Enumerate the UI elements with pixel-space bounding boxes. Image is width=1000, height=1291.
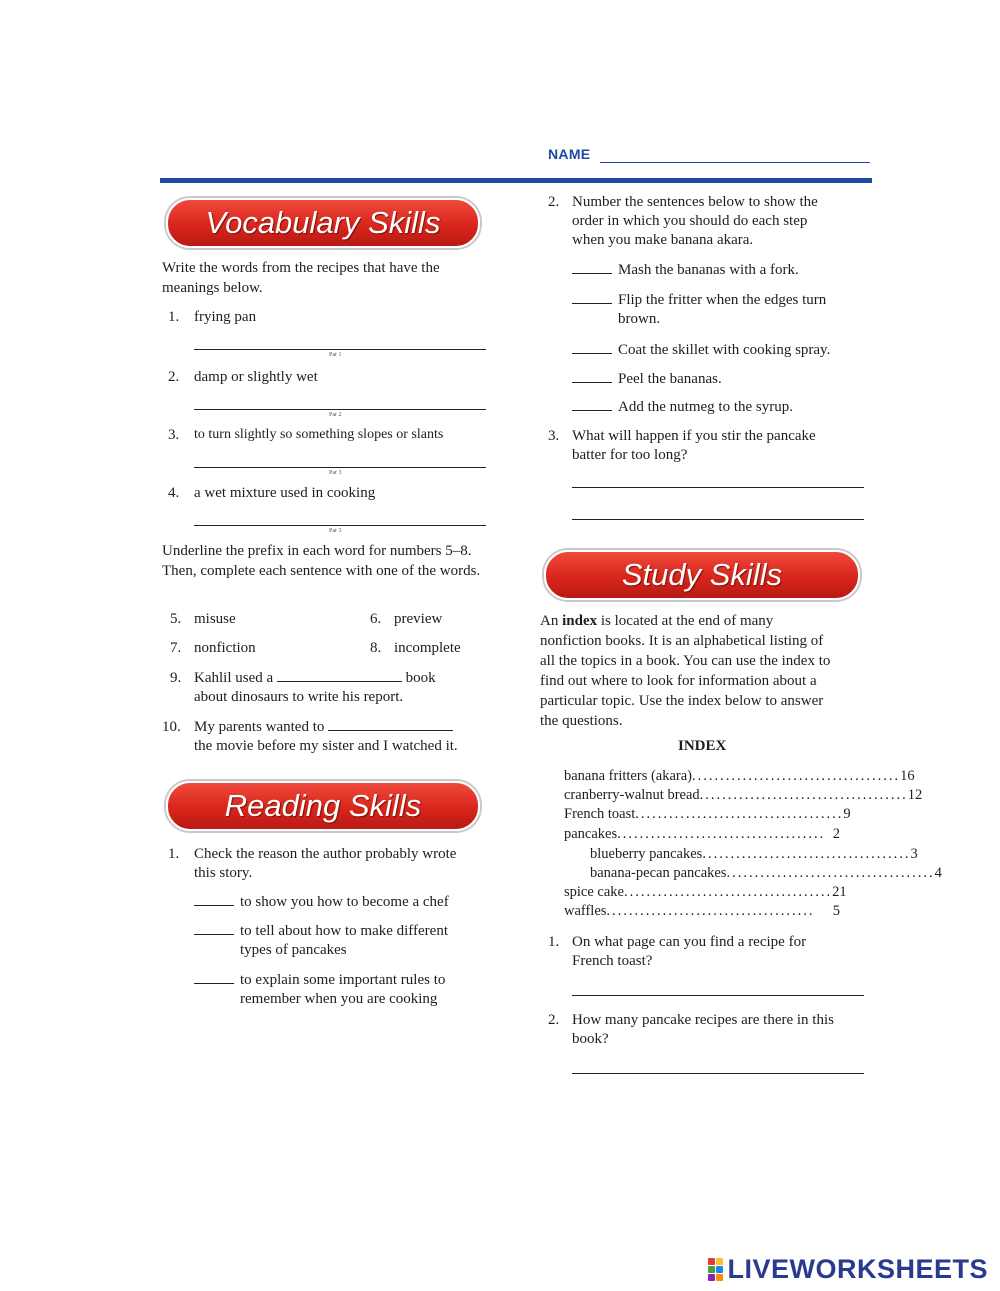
study-intro-line4: find out where to look for information about a [540,673,817,689]
header-rule [160,178,872,183]
sequence-step-4 [572,369,722,389]
study-intro [540,611,870,731]
prefix-word-8[interactable]: incomplete [394,640,461,656]
sequence-q3-number: 3. [548,428,560,444]
vocab-item-4-page: Par 3 [329,528,342,534]
sentence-9-blank[interactable] [277,681,402,682]
index-entry-page: 9 [843,806,851,822]
vocab-item-2-text: damp or slightly wet [194,369,318,385]
sentence-10-blank[interactable] [328,730,453,731]
reading-q1-line1: Check the reason the author probably wrote [194,846,457,862]
reading-option-2-text: to tell about how to make different [240,923,449,939]
sequence-step-2-line2: brown. [618,311,661,327]
index-entry-page: 16 [900,768,915,784]
reading-option-2-check[interactable] [194,934,234,935]
study-q1-answer[interactable] [572,995,864,996]
index-entry-page: 3 [910,846,918,862]
vocabulary-intro: Write the words from the recipes that have the meanings below. [162,260,440,296]
sentence-9-line2: about dinosaurs to write his report. [194,689,404,705]
study-intro-pre: An [540,613,563,629]
index-entry: banana-pecan pancakes ..................................... 4 [590,865,942,881]
sequence-step-3 [572,340,830,360]
study-q2-number: 2. [548,1012,560,1028]
sequence-step-1-blank[interactable] [572,273,612,274]
index-entry-topic: French toast [564,806,636,822]
index-entry-topic: spice cake [564,884,624,900]
reading-option-1-check[interactable] [194,905,234,906]
sentence-10-line1 [194,717,453,737]
study-intro-line3: all the topics in a book. You can use the index to [540,653,831,669]
study-skills-banner: Study Skills [544,550,860,600]
sequence-step-1 [572,260,799,280]
study-q1-line1: On what page can you find a recipe for [572,934,807,950]
vocab-item-1-page: Par 1 [329,352,342,358]
index-entry: pancakes ..................................... 2 [564,826,840,842]
index-entry-topic: banana-pecan pancakes [590,865,727,881]
vocab-item-1-number: 1. [168,309,180,325]
sequence-q2-number: 2. [548,194,560,210]
index-entry-topic: blueberry pancakes [590,846,703,862]
sequence-step-1-text: Mash the bananas with a fork. [618,262,799,278]
sequence-step-3-text: Coat the skillet with cooking spray. [618,342,831,358]
index-entry-topic: banana fritters (akara) [564,768,693,784]
reading-option-3-check[interactable] [194,983,234,984]
sentence-10-line2: the movie before my sister and I watched it. [194,738,458,754]
sentence-9-number: 9. [170,670,182,686]
index-entry-page: 12 [907,787,923,803]
vocab-answer-4[interactable] [194,525,486,526]
reading-option-3-line2: remember when you are cooking [240,991,438,1007]
reading-skills-banner: Reading Skills [166,781,480,831]
sentence-9-pre: Kahlil used a [194,670,274,686]
sequence-step-2 [572,290,826,310]
vocab-answer-3[interactable] [194,467,486,468]
index-entry-page: 2 [832,826,840,842]
sequence-step-2-blank[interactable] [572,303,612,304]
vocab-item-3-text: to turn slightly so something slopes or slants [194,427,444,442]
prefix-word-5[interactable]: misuse [194,611,236,627]
index-entry: cranberry-walnut bread ..................................... 12 [564,787,923,803]
study-intro-line5: particular topic. Use the index below to answer [540,693,824,709]
index-entry: blueberry pancakes ..................................... 3 [590,846,918,862]
reading-option-1-text: to show you how to become a chef [240,894,449,910]
vocab-item-4-text: a wet mixture used in cooking [194,485,376,501]
study-intro-line1: is located at the end of many [597,613,774,629]
prefix-word-8-number: 8. [370,640,382,656]
sequence-step-5 [572,397,793,417]
reading-option-2 [194,921,448,941]
prefix-word-7-number: 7. [170,640,182,656]
prefix-word-6-number: 6. [370,611,382,627]
vocab-item-2-number: 2. [168,369,180,385]
index-entry: spice cake ..................................... 21 [564,884,847,900]
prefix-word-7[interactable]: nonfiction [194,640,256,656]
sequence-q2-line1: Number the sentences below to show the [572,194,818,210]
study-q1-line2: French toast? [572,953,653,969]
sequence-q2-line2: order in which you should do each step [572,213,808,229]
index-entry-topic: cranberry-walnut bread [564,787,700,803]
vocab-answer-2[interactable] [194,409,486,410]
index-title: INDEX [678,738,727,754]
q3-answer-line-2[interactable] [572,519,864,520]
index-entry: banana fritters (akara) ..................................... 16 [564,768,915,784]
index-entry-page: 21 [832,884,847,900]
study-q2-line2: book? [572,1031,609,1047]
logo-mark-icon [708,1258,723,1281]
sequence-q3-line2: batter for too long? [572,447,688,463]
q3-answer-line-1[interactable] [572,487,864,488]
study-q2-line1: How many pancake recipes are there in this [572,1012,834,1028]
vocab-item-1-text: frying pan [194,309,257,325]
vocab-answer-1[interactable] [194,349,486,350]
sentence-10-pre: My parents wanted to [194,719,325,735]
vocab-item-3-page: Par 3 [329,470,342,476]
sequence-step-5-text: Add the nutmeg to the syrup. [618,399,793,415]
sequence-q3-line1: What will happen if you stir the pancake [572,428,816,444]
sequence-step-2-text: Flip the fritter when the edges turn [618,292,827,308]
sentence-10-number: 10. [162,719,181,735]
prefix-word-6[interactable]: preview [394,611,443,627]
study-intro-line6: the questions. [540,713,623,729]
logo-text: LIVEWORKSHEETS [727,1254,988,1284]
sequence-step-4-text: Peel the bananas. [618,371,722,387]
sequence-step-5-blank[interactable] [572,410,612,411]
index-entry-topic: pancakes [564,826,618,842]
reading-option-3 [194,970,445,990]
study-intro-bold: index [562,613,598,629]
reading-q1-number: 1. [168,846,180,862]
vocab-item-3-number: 3. [168,427,180,443]
name-label: NAME [548,146,591,162]
reading-option-3-text: to explain some important rules to [240,972,446,988]
index-entry-page: 5 [832,903,840,919]
index-entry: waffles ..................................... 5 [564,903,840,919]
sentence-9-line1 [194,668,436,688]
liveworksheets-logo[interactable] [708,1254,988,1285]
index-entry-page: 4 [934,865,942,881]
vocabulary-skills-banner: Vocabulary Skills [166,198,480,248]
reading-q1-line2: this story. [194,865,253,881]
sequence-step-3-blank[interactable] [572,353,612,354]
study-q1-number: 1. [548,934,560,950]
sequence-step-4-blank[interactable] [572,382,612,383]
reading-option-2-line2: types of pancakes [240,942,347,958]
name-input-line[interactable] [600,162,870,163]
study-q2-answer[interactable] [572,1073,864,1074]
reading-option-1 [194,892,449,912]
index-entry-topic: waffles [564,903,607,919]
sequence-q2-line3: when you make banana akara. [572,232,754,248]
index-entry: French toast ..................................... 9 [564,806,851,822]
study-intro-line2: nonfiction books. It is an alphabetical listing of [540,633,824,649]
prefix-word-5-number: 5. [170,611,182,627]
vocab-item-4-number: 4. [168,485,180,501]
prefix-intro: Underline the prefix in each word for numbers 5–8. Then, complete each sentence with one of the words. [162,543,481,579]
vocab-item-2-page: Par 2 [329,412,342,418]
sentence-9-post: book [405,670,436,686]
